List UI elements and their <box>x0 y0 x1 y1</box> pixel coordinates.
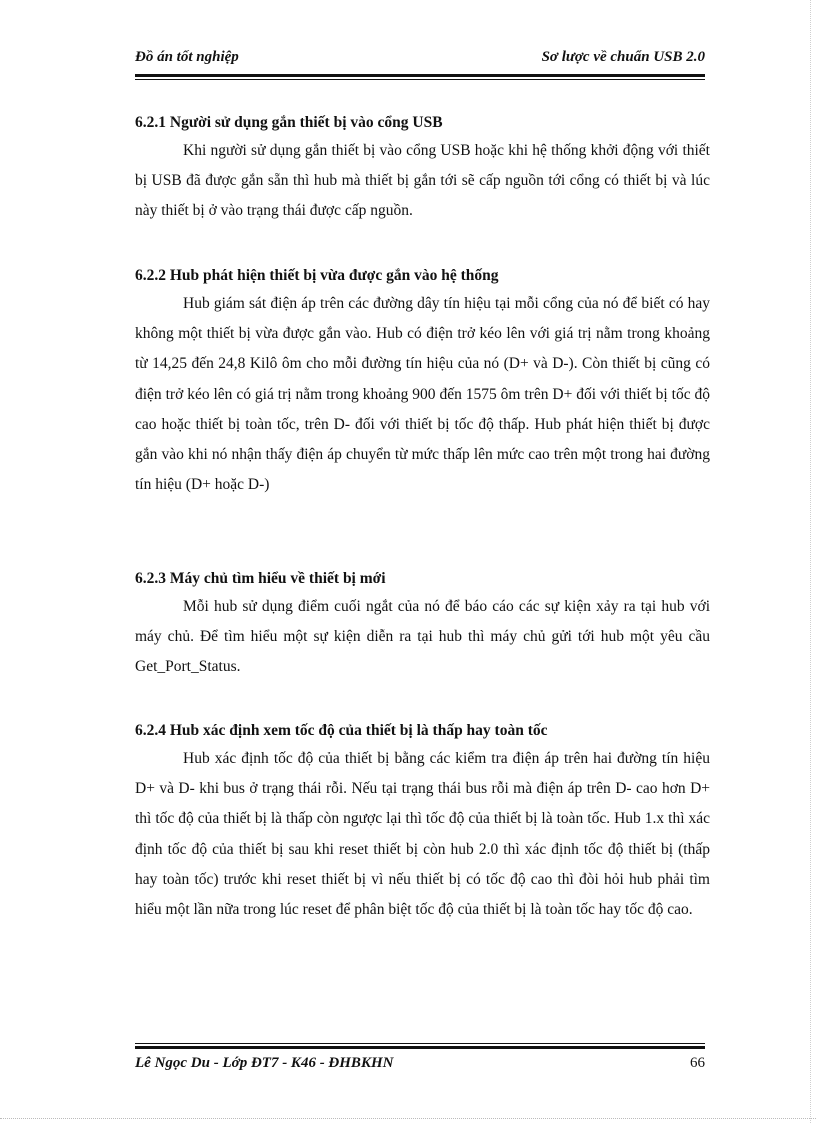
page-header <box>135 46 705 70</box>
section-paragraph: Khi người sử dụng gắn thiết bị vào cổng USB hoặc khi hệ thống khởi động với thiết bị USB đã được gắn sẵn thì hub mà thiết bị gắn tới sẽ cấp nguồn tới cổng có thiết bị và lúc này thiết bị ở vào trạng thái được cấp nguồn. <box>135 142 710 220</box>
page-edge-bottom <box>0 1118 816 1119</box>
section-paragraph: Hub giám sát điện áp trên các đường dây tín hiệu tại mỗi cổng của nó để biết có hay không một thiết bị vừa được gắn vào. Hub có điện trở kéo lên với giá trị nằm trong khoảng từ 14,25 đến 24,8 Kilô ôm cho mỗi đường tín hiệu của nó (D+ và D-). Còn thiết bị cũng có điện trở kéo lên có giá trị nằm trong khoảng 900 đến 1575 ôm trên D+ đối với thiết bị tốc độ cao hoặc thiết bị toàn tốc, trên D- đối với thiết bị tốc độ thấp. Hub phát hiện thiết bị được gắn vào khi nó nhận thấy điện áp chuyển từ mức thấp lên mức cao trên một trong hai đường tín hiệu (D+ hoặc D-) <box>135 295 710 494</box>
page-footer <box>135 1055 705 1079</box>
footer-rule-thin <box>135 1043 705 1044</box>
footer-rule-thick <box>135 1046 705 1049</box>
section-paragraph: Hub xác định tốc độ của thiết bị bằng các kiểm tra điện áp trên hai đường tín hiệu D+ và D- khi bus ở trạng thái rỗi. Nếu tại trạng thái bus rỗi mà điện áp trên D- cao hơn D+ thì tốc độ của thiết bị là thấp còn ngược lại thì tốc độ của thiết bị là toàn tốc. Hub 1.x thì xác định tốc độ của thiết bị sau khi reset thiết bị còn hub 2.0 thì xác định tốc độ thiết bị (thấp hay toàn tốc) trước khi reset thiết bị vì nếu thiết bị có tốc độ cao thì đòi hỏi hub phải tìm hiểu một lần nữa trong lúc reset để phân biệt tốc độ của thiết bị là toàn tốc hay tốc độ cao. <box>135 750 710 919</box>
section-heading: 6.2.2 Hub phát hiện thiết bị vừa được gắn vào hệ thống <box>135 267 499 284</box>
section-6-2-3 <box>135 568 710 683</box>
section-6-2-2 <box>135 265 710 500</box>
header-right-title: Sơ lược về chuẩn USB 2.0 <box>541 49 705 65</box>
section-paragraph: Mỗi hub sử dụng điểm cuối ngắt của nó để báo cáo các sự kiện xảy ra tại hub với máy chủ. Để tìm hiểu một sự kiện diễn ra tại hub thì máy chủ gửi tới hub một yêu cầu Get_Port_Status. <box>135 598 710 676</box>
page-edge-right <box>810 0 811 1123</box>
section-6-2-1 <box>135 112 710 227</box>
section-heading: 6.2.1 Người sử dụng gắn thiết bị vào cổng USB <box>135 114 443 131</box>
header-rule-thick <box>135 74 705 77</box>
page-number: 66 <box>690 1055 705 1071</box>
section-heading: 6.2.4 Hub xác định xem tốc độ của thiết bị là thấp hay toàn tốc <box>135 722 548 739</box>
section-6-2-4 <box>135 720 710 925</box>
header-rule-thin <box>135 79 705 80</box>
header-left-title: Đồ án tốt nghiệp <box>135 49 239 65</box>
section-heading: 6.2.3 Máy chủ tìm hiểu về thiết bị mới <box>135 570 386 587</box>
footer-author: Lê Ngọc Du - Lớp ĐT7 - K46 - ĐHBKHN <box>135 1055 394 1071</box>
